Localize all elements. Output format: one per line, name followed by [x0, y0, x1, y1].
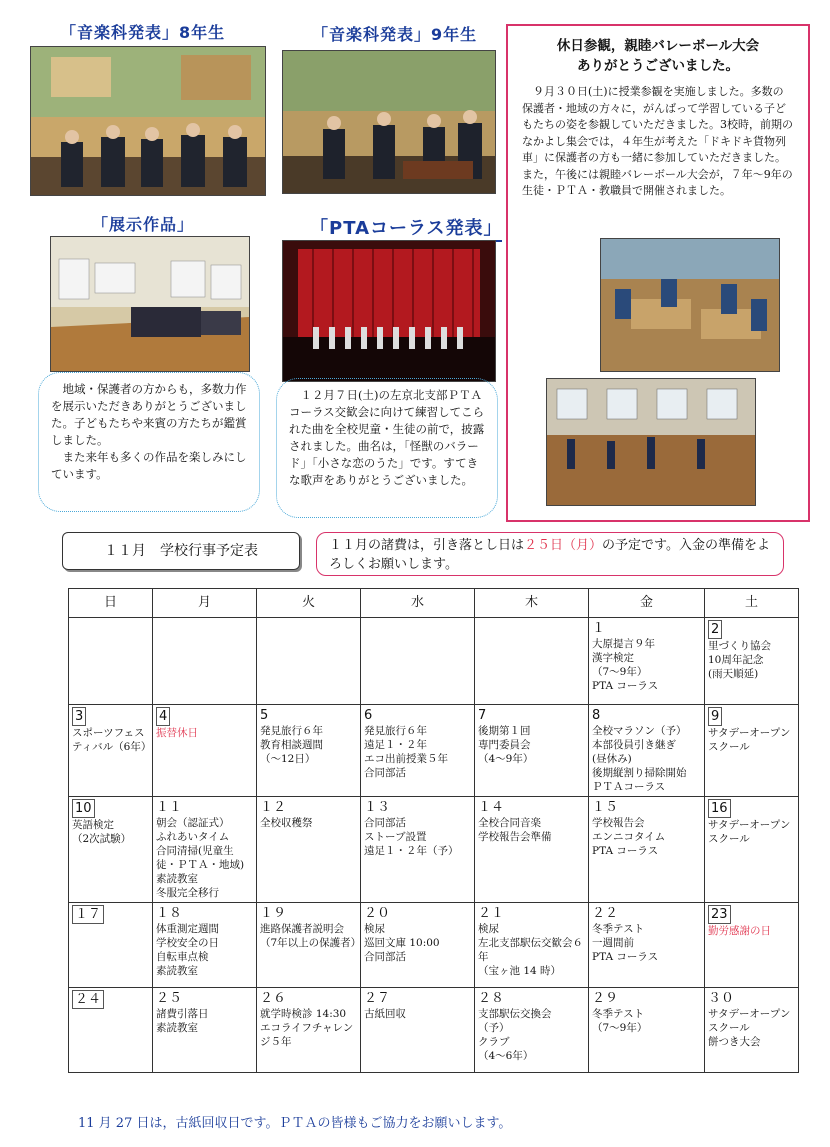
weekday-wed: 水	[361, 589, 475, 618]
day-events: 勤労感謝の日	[708, 925, 771, 937]
music8-photo	[30, 46, 266, 196]
exhibit-bubble-text-2: また来年も多くの作品を楽しみにしています。	[51, 450, 247, 481]
day-events: 合同部活 ストーブ設置 遠足１・２年（予）	[364, 817, 459, 857]
chorus-bubble	[276, 378, 498, 518]
day-events: 後期第１回 専門委員会 （4～9年）	[478, 725, 534, 765]
day-number: ２９	[592, 991, 619, 1006]
calendar-day	[361, 618, 475, 705]
calendar-day	[257, 618, 361, 705]
calendar-day	[705, 797, 799, 903]
calendar-day	[705, 988, 799, 1073]
calendar-day	[153, 705, 257, 797]
day-number: １５	[592, 800, 619, 815]
day-number: ２７	[364, 991, 391, 1006]
day-events: 支部駅伝交換会 （予） クラブ （4～6年）	[478, 1008, 552, 1062]
calendar-day	[361, 988, 475, 1073]
calendar-day	[69, 618, 153, 705]
calendar-day	[257, 797, 361, 903]
day-events: 進路保護者説明会（7年以上の保護者）	[260, 923, 362, 949]
calendar-day	[153, 797, 257, 903]
music9-photo	[282, 50, 496, 194]
exhibit-photo	[50, 236, 250, 372]
calendar-day	[69, 903, 153, 988]
calendar-day	[589, 903, 705, 988]
day-number: １３	[364, 800, 391, 815]
calendar-day	[705, 705, 799, 797]
day-number: １７	[72, 905, 104, 924]
open-day-gym-photo	[546, 378, 756, 506]
day-number: ２１	[478, 906, 505, 921]
calendar-day	[153, 903, 257, 988]
exhibit-bubble	[38, 372, 260, 512]
chorus-bubble-text: １２月７日(土)の左京北支部ＰＴＡコーラス交歓会に向けて練習してこられた曲を全校児童・生徒の前で，披露されました。曲名は，「怪獣のバラード」「小さな恋のうた」です。すてきな歌声をありがとうございました。	[289, 388, 485, 487]
day-number: １９	[260, 906, 287, 921]
day-number: 4	[156, 707, 170, 726]
payment-notice-post: の予定です。入金の準備をよろしくお願いします。	[329, 538, 770, 572]
november-calendar	[68, 588, 799, 1073]
weekday-thu: 木	[475, 589, 589, 618]
day-events: 発見旅行６年 遠足１・２年 エコ出前授業５年 合同部活	[364, 725, 448, 779]
day-number: ２８	[478, 991, 505, 1006]
day-number: ２２	[592, 906, 619, 921]
calendar-day	[589, 705, 705, 797]
open-day-panel	[506, 24, 810, 522]
calendar-day	[257, 705, 361, 797]
weekday-fri: 金	[589, 589, 705, 618]
day-events: 大原提言９年 漢字検定 （7～9年） PTA コーラス	[592, 638, 659, 692]
day-number: ２４	[72, 990, 104, 1009]
calendar-day	[475, 903, 589, 988]
calendar-day	[475, 988, 589, 1073]
day-number: １８	[156, 906, 183, 921]
day-number: ３０	[708, 991, 735, 1006]
day-events: 里づくり協会 10周年記念 (雨天順延)	[708, 640, 771, 680]
calendar-week	[69, 988, 799, 1073]
day-events: 検尿 左北支部駅伝交歓会６年 （宝ヶ池 14 時）	[478, 923, 583, 977]
day-number: 9	[708, 707, 722, 726]
day-events: 全校収穫祭	[260, 817, 313, 829]
open-day-title	[508, 36, 808, 76]
day-events: 朝会（認証式） ふれあいタイム 合同清掃(児童生徒・ＰＴＡ・地域) 素読教室 冬服完全移行	[156, 817, 245, 899]
day-events: 古紙回収	[364, 1008, 406, 1020]
weekday-tue: 火	[257, 589, 361, 618]
music9-caption: 「音楽科発表」9年生	[312, 25, 478, 44]
calendar-week	[69, 797, 799, 903]
day-events: サタデーオープンスクール 餅つき大会	[708, 1008, 791, 1048]
calendar-day	[475, 705, 589, 797]
day-events: 全校マラソン（予） 本部役員引き継ぎ (昼休み) 後期縦割り掃除開始 ＰＴＡコーラス	[592, 725, 687, 793]
calendar-day	[257, 903, 361, 988]
day-number: 7	[478, 708, 487, 723]
chorus-photo	[282, 240, 496, 382]
day-events: 検尿 巡回文庫 10:00 合同部活	[364, 923, 440, 963]
calendar-body	[69, 618, 799, 1073]
calendar-day	[69, 705, 153, 797]
music8-caption: 「音楽科発表」8年生	[60, 23, 226, 42]
day-events: 冬季テスト 一週間前 PTA コーラス	[592, 923, 659, 963]
calendar-day	[705, 903, 799, 988]
calendar-week	[69, 705, 799, 797]
day-events: 体重測定週間 学校安全の日 自転車点検 素読教室	[156, 923, 219, 977]
calendar-day	[361, 797, 475, 903]
open-day-title-line2: ありがとうございました。	[577, 58, 739, 74]
day-events: スポーツフェスティバル（6年）	[72, 727, 152, 753]
weekday-sat: 土	[705, 589, 799, 618]
calendar-day	[589, 797, 705, 903]
footer-note: 11 月 27 日は，古紙回収日です。ＰＴＡの皆様もご協力をお願いします。	[78, 1116, 512, 1131]
day-number: 3	[72, 707, 86, 726]
day-events: サタデーオープンスクール	[708, 727, 791, 753]
calendar-day	[69, 797, 153, 903]
payment-notice	[316, 532, 784, 576]
calendar-day	[361, 903, 475, 988]
calendar-day	[361, 705, 475, 797]
day-number: 6	[364, 708, 373, 723]
calendar-day	[153, 618, 257, 705]
payment-notice-pre: １１月の諸費は，引き落とし日は	[329, 538, 525, 553]
day-number: １２	[260, 800, 287, 815]
day-number: 23	[708, 905, 731, 924]
exhibit-bubble-text-1: 地域・保護者の方からも，多数力作を展示いただきありがとうございました。子どもたちや来賓の方たちが鑑賞しました。	[51, 382, 247, 447]
day-events: 発見旅行６年 教育相談週間 （～12日）	[260, 725, 323, 765]
weekday-mon: 月	[153, 589, 257, 618]
day-events: 英語検定 （2次試験）	[72, 819, 132, 845]
day-number: 8	[592, 708, 601, 723]
open-day-body: ９月３０日(土)に授業参観を実施しました。多数の保護者・地域の方々に，がんばって学習している子どもたちの姿を参観していただきました。3校時，前期のなかよし集会では，４年生が考えた「ドキドキ貨物列車」に保護者の方も一緒に参加していただきました。また，午後には親睦バレーボール大会が，７年～9年の生徒・ＰＴＡ・教職員で開催されました。	[522, 85, 793, 197]
calendar-day	[475, 618, 589, 705]
open-day-classroom-photo	[600, 238, 780, 372]
day-number: ２０	[364, 906, 391, 921]
payment-notice-date: ２５日（月）	[524, 538, 603, 553]
schedule-title: １１月 学校行事予定表	[62, 532, 300, 570]
chorus-caption: 「PTAコーラス発表」	[310, 214, 502, 242]
day-number: 16	[708, 799, 731, 818]
day-events: 全校合同音楽 学校報告会準備	[478, 817, 552, 843]
day-number: ２６	[260, 991, 287, 1006]
calendar-day	[475, 797, 589, 903]
calendar-day	[153, 988, 257, 1073]
day-number: ２５	[156, 991, 183, 1006]
day-events: 諸費引落日 素読教室	[156, 1008, 209, 1034]
day-events: 振替休日	[156, 727, 198, 739]
day-events: 学校報告会 エンニコタイム PTA コーラス	[592, 817, 666, 857]
calendar-day	[705, 618, 799, 705]
day-number: １	[592, 621, 606, 636]
day-number: 5	[260, 708, 269, 723]
day-events: 就学時検診 14:30 エコライフチャレンジ５年	[260, 1008, 354, 1048]
calendar-day	[589, 618, 705, 705]
exhibit-caption: 「展示作品」	[92, 215, 195, 234]
open-day-title-line1: 休日参観，親睦バレーボール大会	[556, 38, 760, 54]
day-number: 10	[72, 799, 95, 818]
day-events: 冬季テスト （7～9年）	[592, 1008, 648, 1034]
weekday-sun: 日	[69, 589, 153, 618]
day-number: １１	[156, 800, 183, 815]
day-number: 2	[708, 620, 722, 639]
day-events: サタデーオープンスクール	[708, 819, 791, 845]
calendar-week	[69, 618, 799, 705]
calendar-day	[257, 988, 361, 1073]
calendar-week	[69, 903, 799, 988]
calendar-day	[589, 988, 705, 1073]
day-number: １４	[478, 800, 505, 815]
calendar-day	[69, 988, 153, 1073]
